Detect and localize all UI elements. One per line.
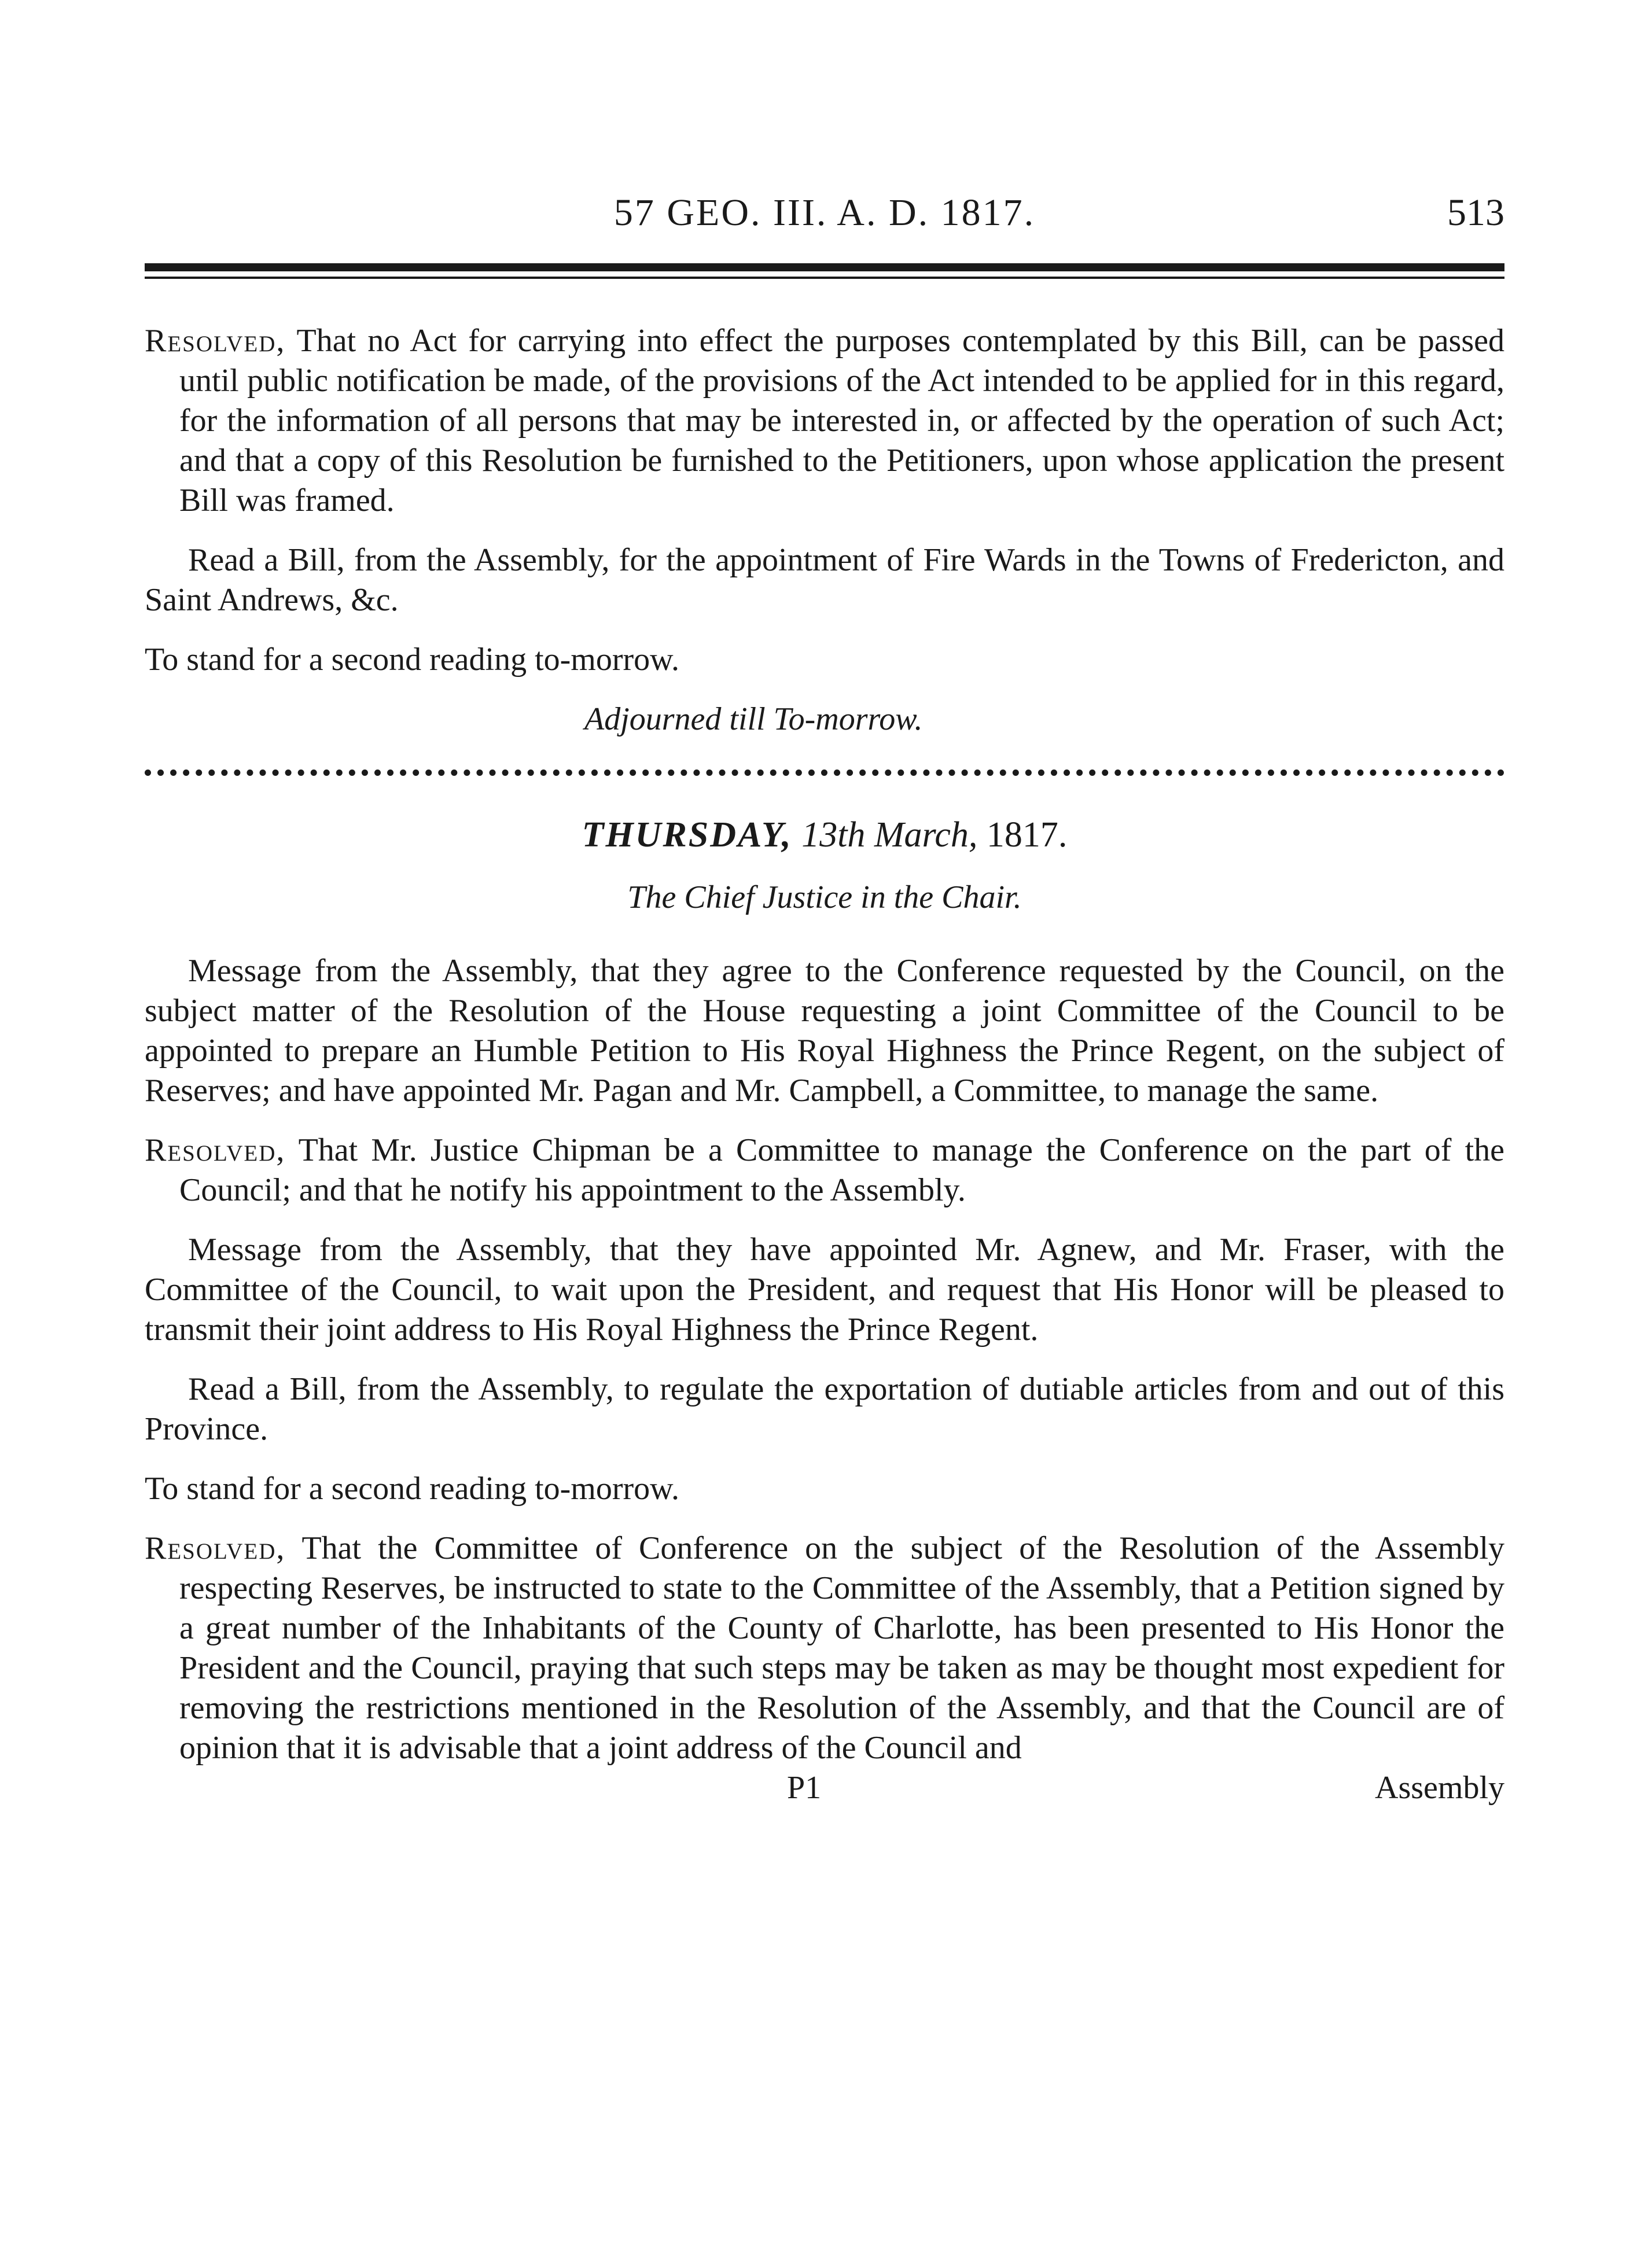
message-paragraph: Message from the Assembly, that they have appointed Mr. Agnew, and Mr. Fraser, with the Committee of the Council, to wait upon the President, and request that His Honor will be pleased to transmit their joint address to His Royal Highness the Prince Regent. bbox=[145, 1232, 1504, 1347]
session-day: THURSDAY, bbox=[582, 815, 793, 855]
resolved-lead: Resolved, bbox=[145, 323, 286, 359]
adjourned-note: Adjourned till To-morrow. bbox=[584, 701, 923, 737]
resolution-text: That Mr. Justice Chipman be a Committee to manage the Conference on the part of the Council; and that he notify his appointment to the Assembly. bbox=[179, 1132, 1504, 1208]
resolution-text: That no Act for carrying into effect the purposes contemplated by this Bill, can be passed until public notification be made, of the provisions of the Act intended to be applied for in this regard, for the information of all persons that may be interested in, or affected by the operation of such Act; and that a copy of this Resolution be furnished to the Petitioners, upon whose application the present Bill was framed. bbox=[179, 323, 1504, 518]
resolution-paragraph bbox=[145, 1131, 1504, 1210]
resolved-lead: Resolved, bbox=[145, 1530, 286, 1566]
header-rule-thin bbox=[145, 277, 1504, 279]
catchword: Assembly bbox=[1375, 1770, 1504, 1806]
resolution-text: That the Committee of Conference on the subject of the Resolution of the Assembly respecting Reserves, be instructed to state to the Committee of the Assembly, that a Petition signed by a great number of the Inhabitants of the County of Charlotte, has been presented to His Honor the President and the Council, praying that such steps may be taken as may be thought most expedient for removing the restrictions mentioned in the Resolution of the Assembly, and that the Council are of opinion that it is advisable that a joint address of the Council and bbox=[179, 1530, 1504, 1766]
bill-reading-paragraph: Read a Bill, from the Assembly, to regulate the exportation of dutiable articles from and out of this Province. bbox=[145, 1371, 1504, 1447]
chair-note: The Chief Justice in the Chair. bbox=[627, 879, 1022, 915]
resolved-lead: Resolved, bbox=[145, 1132, 286, 1168]
page-content bbox=[145, 321, 1504, 1809]
session-year: 1817. bbox=[986, 815, 1068, 855]
second-reading-note: To stand for a second reading to-morrow. bbox=[145, 642, 679, 678]
bill-reading-paragraph: Read a Bill, from the Assembly, for the appointment of Fire Wards in the Towns of Fredericton, and Saint Andrews, &c. bbox=[145, 542, 1504, 618]
section-divider bbox=[145, 770, 1504, 776]
page-header bbox=[145, 191, 1504, 243]
message-paragraph: Message from the Assembly, that they agree to the Conference requested by the Council, on the subject matter of the Resolution of the House requesting a joint Committee of the Council to be appointed to prepare an Humble Petition to His Royal Highness the Prince Regent, on the subject of Reserves; and have appointed Mr. Pagan and Mr. Campbell, a Committee, to manage the same. bbox=[145, 953, 1504, 1109]
running-title: 57 GEO. III. A. D. 1817. bbox=[613, 192, 1036, 234]
signature-mark: P1 bbox=[787, 1770, 822, 1806]
resolution-paragraph bbox=[145, 321, 1504, 521]
page-footer bbox=[145, 1768, 1504, 1809]
second-reading-note: To stand for a second reading to-morrow. bbox=[145, 1471, 679, 1507]
page-number: 513 bbox=[1447, 192, 1504, 234]
session-date-heading bbox=[145, 812, 1504, 858]
header-rule-thick bbox=[145, 263, 1504, 271]
session-date: 13th March, bbox=[801, 815, 978, 855]
resolution-paragraph bbox=[145, 1529, 1504, 1768]
